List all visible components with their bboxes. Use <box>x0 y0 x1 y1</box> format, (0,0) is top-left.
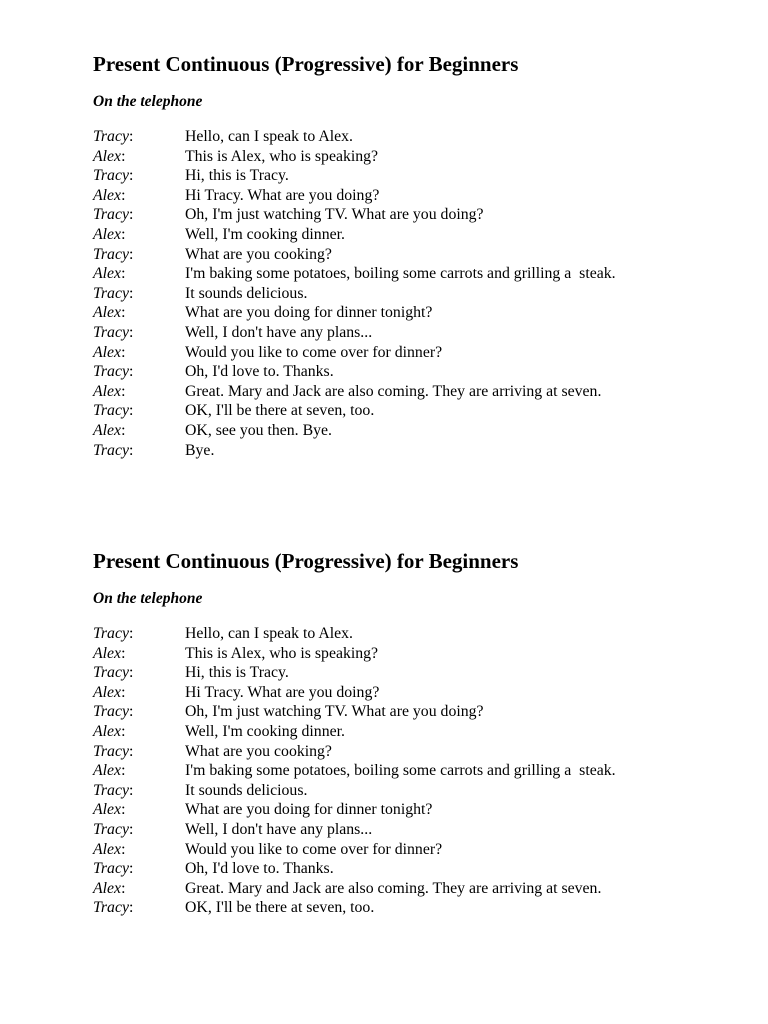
speaker-colon: : <box>128 167 134 185</box>
line-text: What are you doing for dinner tonight? <box>185 801 433 819</box>
speaker-name: Alex <box>93 421 122 439</box>
speaker-cell <box>93 624 185 644</box>
line-text: Well, I don't have any plans... <box>185 323 373 341</box>
speaker-cell <box>93 323 185 343</box>
speaker-colon: : <box>128 245 134 263</box>
dialogue-line <box>93 702 733 722</box>
section-subtitle: On the telephone <box>93 93 203 110</box>
dialogue-line <box>93 644 733 664</box>
speaker-cell <box>93 800 185 820</box>
speaker-colon: : <box>121 644 126 662</box>
dialogue-line <box>93 421 733 441</box>
speaker-name: Tracy <box>93 245 129 263</box>
speaker-colon: : <box>128 781 134 799</box>
speaker-name: Tracy <box>93 402 129 420</box>
dialogue-line <box>93 127 733 147</box>
speaker-cell <box>93 441 185 461</box>
speaker-cell <box>93 401 185 421</box>
speaker-colon: : <box>128 441 134 459</box>
line-text: I'm baking some potatoes, boiling some carrots and grilling a steak. <box>185 762 616 780</box>
line-text: What are you cooking? <box>185 742 332 760</box>
speaker-cell <box>93 644 185 664</box>
dialogue-line <box>93 343 733 363</box>
line-text: Oh, I'm just watching TV. What are you doing? <box>185 206 484 224</box>
line-text: Oh, I'd love to. Thanks. <box>185 860 334 878</box>
line-text: Would you like to come over for dinner? <box>185 840 443 858</box>
speaker-colon: : <box>128 402 134 420</box>
dialogue-line <box>93 382 733 402</box>
dialogue-line <box>93 147 733 167</box>
line-text: It sounds delicious. <box>185 284 308 302</box>
speaker-cell <box>93 840 185 860</box>
dialogue-line <box>93 401 733 421</box>
dialogue-section <box>93 51 733 460</box>
speaker-name: Tracy <box>93 820 129 838</box>
speaker-colon: : <box>121 722 126 740</box>
speaker-colon: : <box>128 128 134 145</box>
line-text: It sounds delicious. <box>185 781 308 799</box>
line-text: What are you cooking? <box>185 245 332 263</box>
dialogue-line <box>93 781 733 801</box>
dialogue-line <box>93 859 733 879</box>
speaker-cell <box>93 264 185 284</box>
dialogue-line <box>93 166 733 186</box>
line-text: OK, see you then. Bye. <box>185 421 332 439</box>
line-text: What are you doing for dinner tonight? <box>185 304 433 322</box>
dialogue-line <box>93 205 733 225</box>
speaker-cell <box>93 663 185 683</box>
speaker-cell <box>93 683 185 703</box>
dialogue-section <box>93 548 733 918</box>
line-text: Hi Tracy. What are you doing? <box>185 683 380 701</box>
speaker-colon: : <box>128 363 134 381</box>
speaker-name: Alex <box>93 840 122 858</box>
speaker-colon: : <box>121 840 126 858</box>
speaker-colon: : <box>121 421 126 439</box>
speaker-cell <box>93 147 185 167</box>
line-text: OK, I'll be there at seven, too. <box>185 899 375 917</box>
speaker-name: Tracy <box>93 664 129 682</box>
speaker-colon: : <box>121 225 126 243</box>
dialogue-line <box>93 898 733 918</box>
speaker-name: Tracy <box>93 899 129 917</box>
speaker-colon: : <box>128 323 134 341</box>
dialogue-line <box>93 683 733 703</box>
speaker-cell <box>93 362 185 382</box>
line-text: This is Alex, who is speaking? <box>185 147 379 165</box>
speaker-colon: : <box>121 265 126 283</box>
speaker-name: Tracy <box>93 206 129 224</box>
section-title: Present Continuous (Progressive) for Beginners <box>93 549 519 573</box>
dialogue-line <box>93 800 733 820</box>
speaker-colon: : <box>121 343 126 361</box>
section-subtitle: On the telephone <box>93 590 203 607</box>
line-text: Bye. <box>185 441 215 459</box>
speaker-colon: : <box>121 762 126 780</box>
speaker-cell <box>93 225 185 245</box>
line-text: Great. Mary and Jack are also coming. They are arriving at seven. <box>185 879 602 897</box>
line-text: Hi, this is Tracy. <box>185 664 289 682</box>
speaker-name: Tracy <box>93 625 129 642</box>
speaker-colon: : <box>121 683 126 701</box>
speaker-name: Alex <box>93 382 122 400</box>
speaker-name: Tracy <box>93 128 129 145</box>
speaker-colon: : <box>121 147 126 165</box>
speaker-cell <box>93 245 185 265</box>
speaker-name: Alex <box>93 265 122 283</box>
dialogue-lines <box>93 624 733 918</box>
dialogue-line <box>93 879 733 899</box>
speaker-cell <box>93 284 185 304</box>
dialogue-line <box>93 441 733 461</box>
speaker-cell <box>93 898 185 918</box>
line-text: Oh, I'd love to. Thanks. <box>185 363 334 381</box>
speaker-colon: : <box>128 284 134 302</box>
line-text: Hello, can I speak to Alex. <box>185 128 354 145</box>
line-text: Great. Mary and Jack are also coming. They are arriving at seven. <box>185 382 602 400</box>
speaker-name: Alex <box>93 343 122 361</box>
speaker-name: Tracy <box>93 363 129 381</box>
speaker-cell <box>93 742 185 762</box>
speaker-colon: : <box>128 703 134 721</box>
line-text: Hi Tracy. What are you doing? <box>185 186 380 204</box>
dialogue-line <box>93 624 733 644</box>
line-text: Hello, can I speak to Alex. <box>185 625 354 642</box>
dialogue-line <box>93 761 733 781</box>
line-text: I'm baking some potatoes, boiling some carrots and grilling a steak. <box>185 265 616 283</box>
speaker-name: Alex <box>93 879 122 897</box>
speaker-cell <box>93 761 185 781</box>
dialogue-line <box>93 264 733 284</box>
speaker-colon: : <box>121 382 126 400</box>
speaker-cell <box>93 702 185 722</box>
speaker-colon: : <box>121 186 126 204</box>
speaker-colon: : <box>128 742 134 760</box>
section-title: Present Continuous (Progressive) for Beginners <box>93 52 519 76</box>
speaker-cell <box>93 722 185 742</box>
line-text: Well, I'm cooking dinner. <box>185 722 345 740</box>
dialogue-line <box>93 820 733 840</box>
line-text: This is Alex, who is speaking? <box>185 644 379 662</box>
speaker-colon: : <box>128 664 134 682</box>
dialogue-line <box>93 362 733 382</box>
dialogue-line <box>93 663 733 683</box>
speaker-cell <box>93 186 185 206</box>
speaker-cell <box>93 382 185 402</box>
speaker-name: Tracy <box>93 860 129 878</box>
speaker-name: Tracy <box>93 703 129 721</box>
speaker-name: Alex <box>93 722 122 740</box>
dialogue-line <box>93 186 733 206</box>
dialogue-line <box>93 742 733 762</box>
speaker-name: Alex <box>93 762 122 780</box>
speaker-name: Alex <box>93 147 122 165</box>
dialogue-line <box>93 245 733 265</box>
dialogue-lines <box>93 127 733 460</box>
speaker-cell <box>93 205 185 225</box>
line-text: Hi, this is Tracy. <box>185 167 289 185</box>
line-text: OK, I'll be there at seven, too. <box>185 402 375 420</box>
speaker-cell <box>93 859 185 879</box>
speaker-colon: : <box>121 304 126 322</box>
speaker-colon: : <box>121 879 126 897</box>
dialogue-line <box>93 323 733 343</box>
dialogue-line <box>93 225 733 245</box>
speaker-name: Alex <box>93 304 122 322</box>
speaker-name: Tracy <box>93 167 129 185</box>
speaker-colon: : <box>128 899 134 917</box>
speaker-name: Tracy <box>93 781 129 799</box>
speaker-colon: : <box>128 625 134 642</box>
speaker-cell <box>93 421 185 441</box>
speaker-name: Tracy <box>93 323 129 341</box>
dialogue-line <box>93 840 733 860</box>
speaker-cell <box>93 127 185 147</box>
speaker-cell <box>93 166 185 186</box>
speaker-colon: : <box>128 860 134 878</box>
speaker-colon: : <box>128 206 134 224</box>
line-text: Well, I don't have any plans... <box>185 820 373 838</box>
speaker-name: Tracy <box>93 742 129 760</box>
speaker-name: Alex <box>93 644 122 662</box>
line-text: Well, I'm cooking dinner. <box>185 225 345 243</box>
speaker-cell <box>93 343 185 363</box>
speaker-name: Tracy <box>93 441 129 459</box>
speaker-cell <box>93 303 185 323</box>
line-text: Oh, I'm just watching TV. What are you doing? <box>185 703 484 721</box>
speaker-cell <box>93 820 185 840</box>
speaker-colon: : <box>128 820 134 838</box>
speaker-name: Alex <box>93 225 122 243</box>
dialogue-line <box>93 722 733 742</box>
speaker-name: Alex <box>93 801 122 819</box>
speaker-cell <box>93 879 185 899</box>
dialogue-line <box>93 303 733 323</box>
speaker-cell <box>93 781 185 801</box>
speaker-colon: : <box>121 801 126 819</box>
dialogue-line <box>93 284 733 304</box>
speaker-name: Tracy <box>93 284 129 302</box>
line-text: Would you like to come over for dinner? <box>185 343 443 361</box>
speaker-name: Alex <box>93 186 122 204</box>
speaker-name: Alex <box>93 683 122 701</box>
